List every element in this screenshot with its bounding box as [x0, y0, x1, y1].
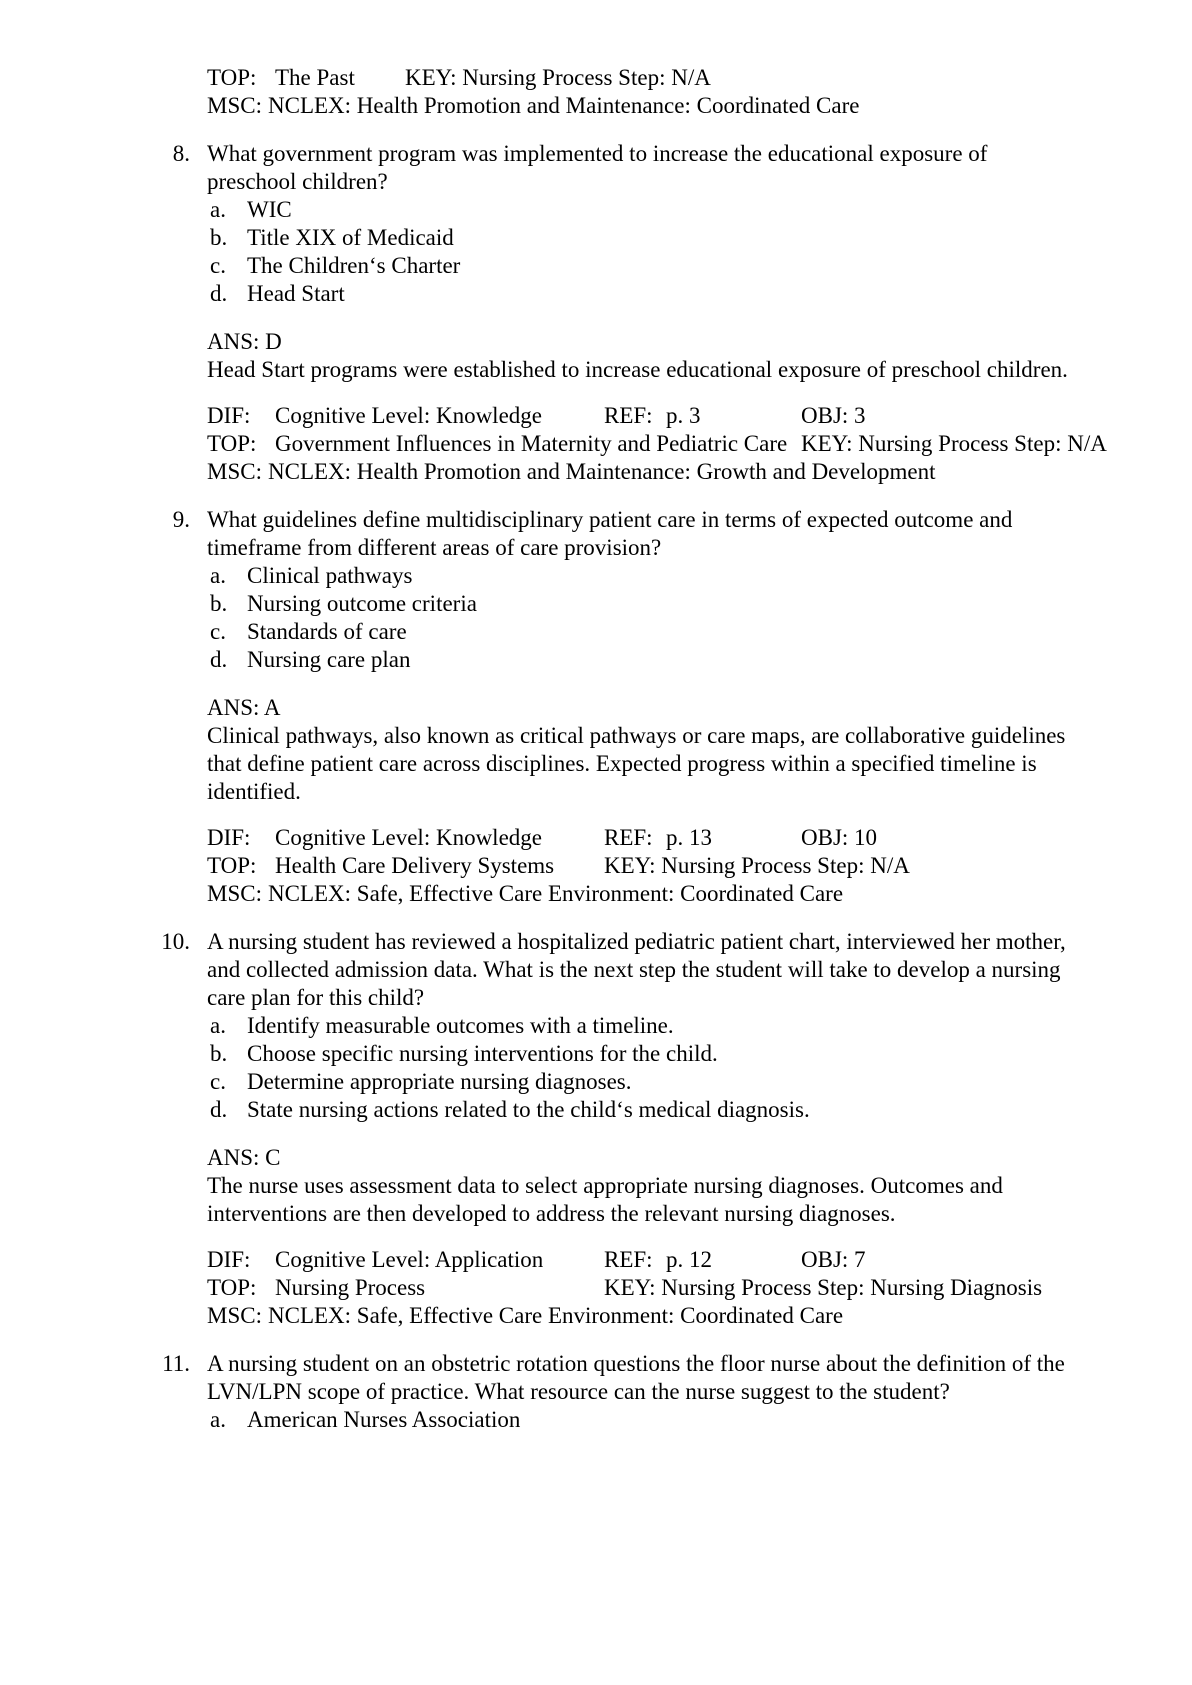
meta-key: KEY: Nursing Process Step: N/A	[604, 853, 910, 878]
meta-value: NCLEX: Safe, Effective Care Environment: Coordinated Care	[268, 1303, 844, 1328]
option-letter: a.	[210, 1013, 226, 1038]
document-content	[161, 0, 1107, 1434]
meta-label: MSC:	[207, 881, 262, 906]
meta-value: Government Influences in Maternity and Pediatric Care	[275, 431, 788, 456]
question-text-line: care plan for this child?	[207, 985, 425, 1010]
meta-label: DIF:	[207, 1247, 251, 1272]
option-b	[207, 1040, 1057, 1068]
option-letter: c.	[210, 1069, 226, 1094]
meta-line-top	[207, 1274, 1057, 1302]
option-letter: d.	[210, 647, 228, 672]
meta-value: NCLEX: Health Promotion and Maintenance: Growth and Development	[268, 459, 936, 484]
option-letter: a.	[210, 197, 226, 222]
option-letter: c.	[210, 619, 226, 644]
meta-value: Nursing Process	[275, 1275, 426, 1300]
question-number: 11.	[162, 1351, 190, 1376]
option-a	[207, 1012, 1057, 1040]
option-letter: b.	[210, 1041, 228, 1066]
rationale-line: interventions are then developed to address the relevant nursing diagnoses.	[207, 1201, 896, 1226]
option-letter: b.	[210, 225, 228, 250]
meta-ref-label: REF:	[604, 1247, 653, 1272]
question-text-line: A nursing student has reviewed a hospitalized pediatric patient chart, interviewed her mother,	[207, 929, 1066, 954]
answer-line: ANS: C	[207, 1145, 281, 1170]
option-c	[207, 252, 1057, 280]
meta-obj: OBJ: 3	[801, 403, 866, 428]
answer-line: ANS: A	[207, 695, 281, 720]
meta-label: TOP:	[207, 1275, 257, 1300]
question-9	[172, 506, 1066, 908]
question-text-line: What government program was implemented to increase the educational exposure of	[207, 141, 988, 166]
option-text: WIC	[247, 197, 292, 222]
option-text: Clinical pathways	[247, 563, 413, 588]
meta-label: TOP:	[207, 853, 257, 878]
meta-label: DIF:	[207, 825, 251, 850]
option-text: Nursing care plan	[247, 647, 411, 672]
option-b	[207, 224, 1057, 252]
question-11	[162, 1350, 1065, 1434]
meta-line-msc	[207, 880, 1057, 908]
meta-label: DIF:	[207, 403, 251, 428]
rationale-line: The nurse uses assessment data to select appropriate nursing diagnoses. Outcomes and	[207, 1173, 1003, 1198]
option-a	[207, 562, 1057, 590]
option-text: Standards of care	[247, 619, 407, 644]
option-a	[207, 1406, 1057, 1434]
option-text: American Nurses Association	[247, 1407, 521, 1432]
meta-value: Health Care Delivery Systems	[275, 853, 555, 878]
meta-ref-value: p. 13	[666, 825, 712, 850]
option-text: Choose specific nursing interventions for the child.	[247, 1041, 718, 1066]
meta-label: TOP:	[207, 431, 257, 456]
question-number: 9.	[172, 507, 190, 532]
option-c	[207, 1068, 1057, 1096]
option-letter: a.	[210, 1407, 226, 1432]
meta-line-top	[207, 430, 1107, 458]
rationale-line: Clinical pathways, also known as critical pathways or care maps, are collaborative guidelines	[207, 723, 1066, 748]
rationale-line: that define patient care across disciplines. Expected progress within a specified timeline is	[207, 751, 1037, 776]
header-meta-block	[207, 64, 1057, 120]
meta-line-dif	[207, 824, 1057, 852]
question-text-line: LVN/LPN scope of practice. What resource can the nurse suggest to the student?	[207, 1379, 950, 1404]
option-d	[207, 280, 1057, 308]
question-number: 8.	[172, 141, 190, 166]
meta-line-msc	[207, 92, 1057, 120]
option-letter: c.	[210, 253, 226, 278]
option-text: Title XIX of Medicaid	[247, 225, 454, 250]
question-text-line: preschool children?	[207, 169, 388, 194]
meta-label: TOP:	[207, 65, 257, 90]
meta-ref-value: p. 12	[666, 1247, 712, 1272]
meta-label: MSC:	[207, 459, 262, 484]
meta-key: KEY: Nursing Process Step: N/A	[801, 431, 1107, 456]
meta-ref-value: p. 3	[666, 403, 701, 428]
question-text-line: What guidelines define multidisciplinary patient care in terms of expected outcome and	[207, 507, 1013, 532]
question-text-line: timeframe from different areas of care provision?	[207, 535, 662, 560]
meta-ref-label: REF:	[604, 403, 653, 428]
option-text: The Children‘s Charter	[247, 253, 461, 278]
meta-value: Cognitive Level: Application	[275, 1247, 544, 1272]
meta-value: Cognitive Level: Knowledge	[275, 825, 542, 850]
question-number: 10.	[161, 929, 190, 954]
option-text: Identify measurable outcomes with a timeline.	[247, 1013, 674, 1038]
question-10	[161, 928, 1066, 1330]
option-c	[207, 618, 1057, 646]
option-text: Head Start	[247, 281, 345, 306]
meta-value: The Past	[275, 65, 355, 90]
option-d	[207, 1096, 1057, 1124]
option-text: Nursing outcome criteria	[247, 591, 477, 616]
meta-label: MSC:	[207, 93, 262, 118]
question-text-line: and collected admission data. What is the next step the student will take to develop a nursing	[207, 957, 1061, 982]
meta-line-msc	[207, 458, 1057, 486]
meta-key: KEY: Nursing Process Step: Nursing Diagnosis	[604, 1275, 1043, 1300]
question-text-line: A nursing student on an obstetric rotation questions the floor nurse about the definition of the	[207, 1351, 1065, 1376]
meta-key: KEY: Nursing Process Step: N/A	[405, 65, 711, 90]
meta-ref-label: REF:	[604, 825, 653, 850]
option-text: State nursing actions related to the child‘s medical diagnosis.	[247, 1097, 810, 1122]
option-b	[207, 590, 1057, 618]
rationale-line: identified.	[207, 779, 301, 804]
meta-value: NCLEX: Safe, Effective Care Environment: Coordinated Care	[268, 881, 844, 906]
meta-line-msc	[207, 1302, 1057, 1330]
option-d	[207, 646, 1057, 674]
meta-value: Cognitive Level: Knowledge	[275, 403, 542, 428]
meta-line-dif	[207, 1246, 1057, 1274]
answer-line: ANS: D	[207, 329, 282, 354]
meta-obj: OBJ: 7	[801, 1247, 866, 1272]
meta-line-top	[207, 852, 1057, 880]
meta-line-dif	[207, 402, 1057, 430]
option-letter: a.	[210, 563, 226, 588]
meta-obj: OBJ: 10	[801, 825, 878, 850]
option-a	[207, 196, 1057, 224]
meta-value: NCLEX: Health Promotion and Maintenance: Coordinated Care	[268, 93, 860, 118]
option-letter: b.	[210, 591, 228, 616]
meta-label: MSC:	[207, 1303, 262, 1328]
option-letter: d.	[210, 281, 228, 306]
meta-line-top	[207, 64, 1057, 92]
option-text: Determine appropriate nursing diagnoses.	[247, 1069, 632, 1094]
question-8	[172, 140, 1107, 486]
rationale-line: Head Start programs were established to increase educational exposure of preschool children.	[207, 357, 1068, 382]
option-letter: d.	[210, 1097, 228, 1122]
